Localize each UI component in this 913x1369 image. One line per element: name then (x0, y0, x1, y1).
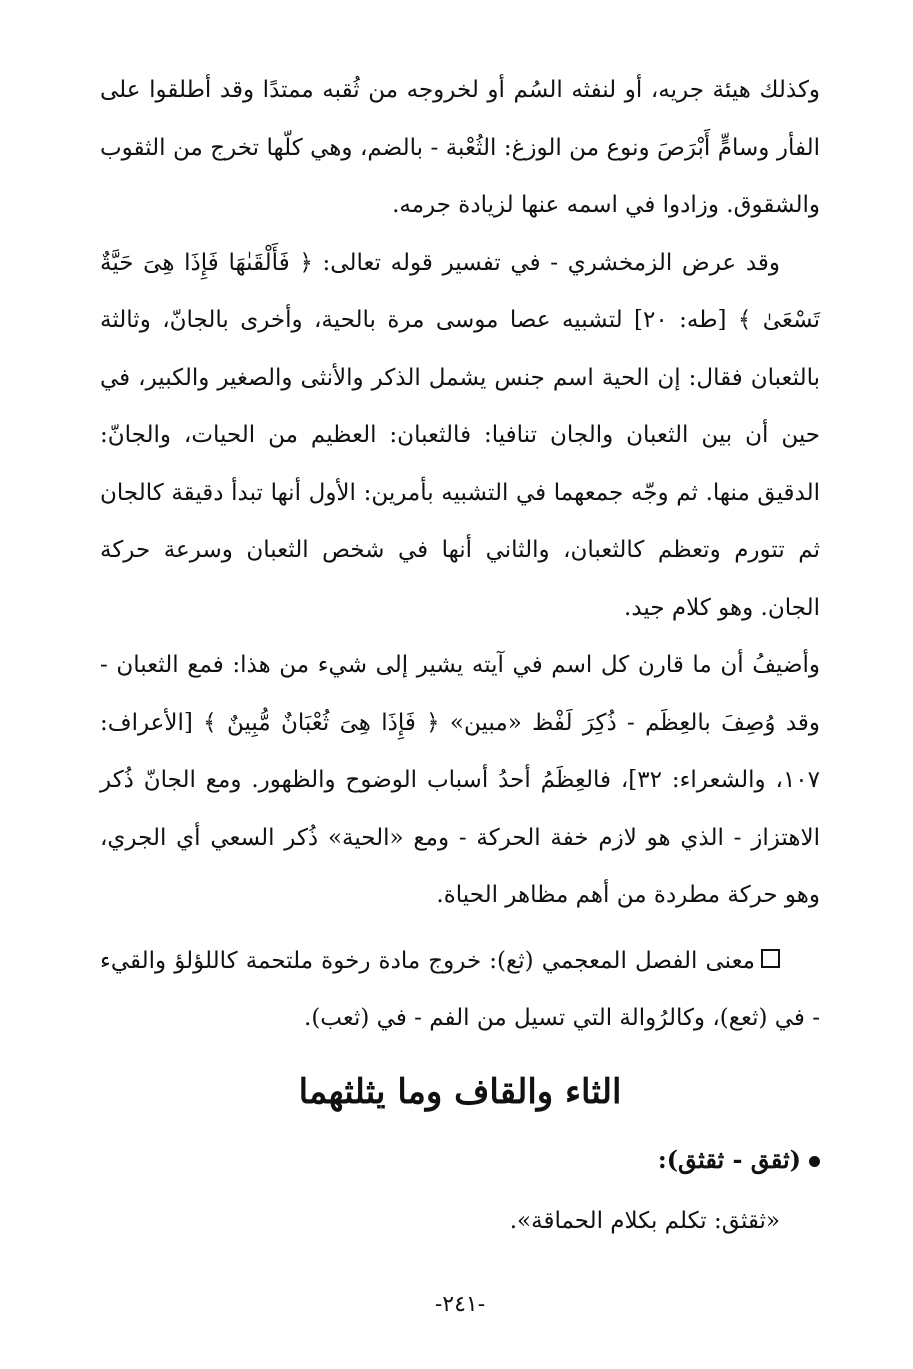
paragraph-2: وقد عرض الزمخشري - في تفسير قوله تعالى: ﴿ فَأَلْقَىٰهَا فَإِذَا هِىَ حَيَّةٌ تَسْعَىٰ ﴾ [طه: ٢٠] لتشبيه عصا موسى مرة بالحية، وأخرى بالجانّ، وثالثة بالثعبان فقال: إن الحية اسم جنس يشمل الذكر والأنثى والصغير والكبير، في حين أن بين الثعبان والجان تنافيا: فالثعبان: العظيم من الحيات، والجانّ: الدقيق منها. ثم وجّه جمعهما في التشبيه بأمرين: الأول أنها تبدأ دقيقة كالجان ثم تتورم وتعظم كالثعبان، والثاني أنها في شخص الثعبان وسرعة حركة الجان. وهو كلام جيد. (100, 249, 820, 621)
square-box-icon (761, 949, 780, 968)
semantic-note-text: معنى الفصل المعجمي (ثع): خروج مادة رخوة ملتحمة كاللؤلؤ والقيء - في (ثعع)، وكالرُوالة التي تسيل من الفم - في (ثعب). (100, 947, 820, 1031)
bullet-icon (809, 1156, 820, 1167)
semantic-note (100, 933, 820, 1048)
page-number: -٢٤١- (434, 1292, 486, 1317)
entry-quote: «ثقثق: تكلم بكلام الحماقة». (509, 1208, 780, 1234)
page-body (100, 62, 821, 1317)
paragraph-1: وكذلك هيئة جريه، أو لنفثه السُم أو لخروجه من ثُقبه ممتدًا وقد أطلقوا على الفأر وسامٍّ أَبْرَصَ ونوع من الوزغ: الثُعْبة - بالضم، وهي كلّها تخرج من الثقوب والشقوق. وزادوا في اسمه عنها لزيادة جرمه. (100, 77, 820, 218)
entry-heading (658, 1145, 820, 1174)
paragraph-3: وأضيفُ أن ما قارن كل اسم في آيته يشير إلى شيء من هذا: فمع الثعبان - وقد وُصِفَ بالعِظَم - ذُكِرَ لَفْظ «مبين» ﴿ فَإِذَا هِىَ ثُعْبَانٌ مُّبِينٌ ﴾ [الأعراف: ١٠٧، والشعراء: ٣٢]، فالعِظَمُ أحدُ أسباب الوضوح والظهور. ومع الجانّ ذُكر الاهتزاز - الذي هو لازم خفة الحركة - ومع «الحية» ذُكر السعي أي الجري، وهو حركة مطردة من أهم مظاهر الحياة. (100, 652, 821, 908)
section-title: الثاء والقاف وما يثلثهما (298, 1072, 622, 1112)
entry-heading-text: (ثقق - ثقثق): (657, 1145, 801, 1174)
